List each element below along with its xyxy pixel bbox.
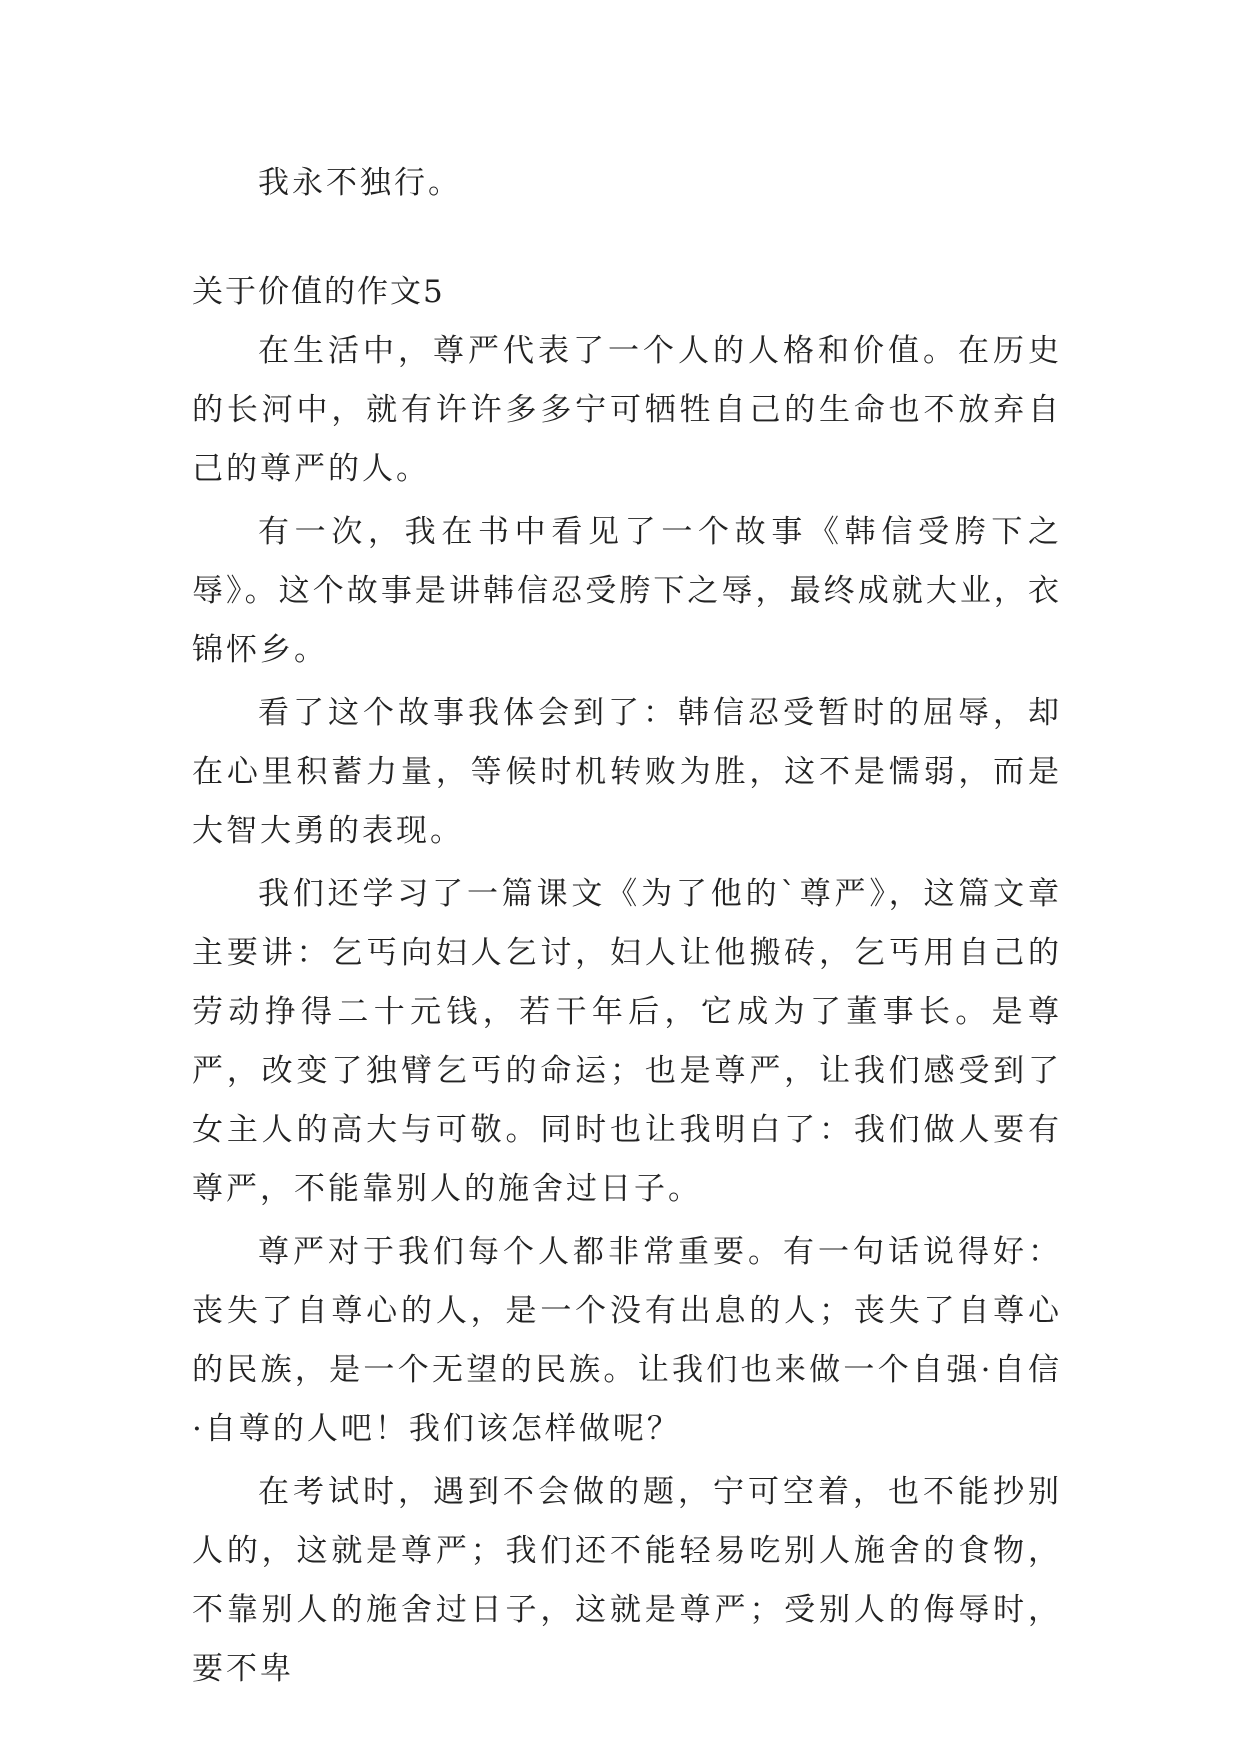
paragraph-4: 我们还学习了一篇课文《为了他的`尊严》，这篇文章主要讲：乞丐向妇人乞讨，妇人让他搬砖，乞丐用自己的劳动挣得二十元钱，若干年后，它成为了董事长。是尊严，改变了独臂乞丐的命运；也是尊严，让我们感受到了女主人的高大与可敬。同时也让我明白了：我们做人要有尊严，不能靠别人的施舍过日子。 (192, 876, 1062, 1207)
paragraph-5: 尊严对于我们每个人都非常重要。有一句话说得好：丧失了自尊心的人，是一个没有出息的人；丧失了自尊心的民族，是一个无望的民族。让我们也来做一个自强·自信·自尊的人吧！我们该怎样做呢？ (192, 1234, 1062, 1447)
document-body (192, 154, 1062, 1699)
paragraph-1: 在生活中，尊严代表了一个人的人格和价值。在历史的长河中，就有许许多多宁可牺牲自己的生命也不放弃自己的尊严的人。 (192, 333, 1062, 487)
paragraph-2: 有一次，我在书中看见了一个故事《韩信受胯下之辱》。这个故事是讲韩信忍受胯下之辱，最终成就大业，衣锦怀乡。 (192, 514, 1062, 668)
paragraph-6: 在考试时，遇到不会做的题，宁可空着，也不能抄别人的，这就是尊严；我们还不能轻易吃别人施舍的食物，不靠别人的施舍过日子，这就是尊严；受别人的侮辱时，要不卑 (192, 1474, 1062, 1687)
previous-essay-ending: 我永不独行。 (258, 165, 462, 201)
section-gap (192, 213, 1062, 263)
section-title: 关于价值的作文5 (192, 274, 445, 310)
paragraph-3: 看了这个故事我体会到了：韩信忍受暂时的屈辱，却在心里积蓄力量，等候时机转败为胜，这不是懦弱，而是大智大勇的表现。 (192, 695, 1062, 849)
